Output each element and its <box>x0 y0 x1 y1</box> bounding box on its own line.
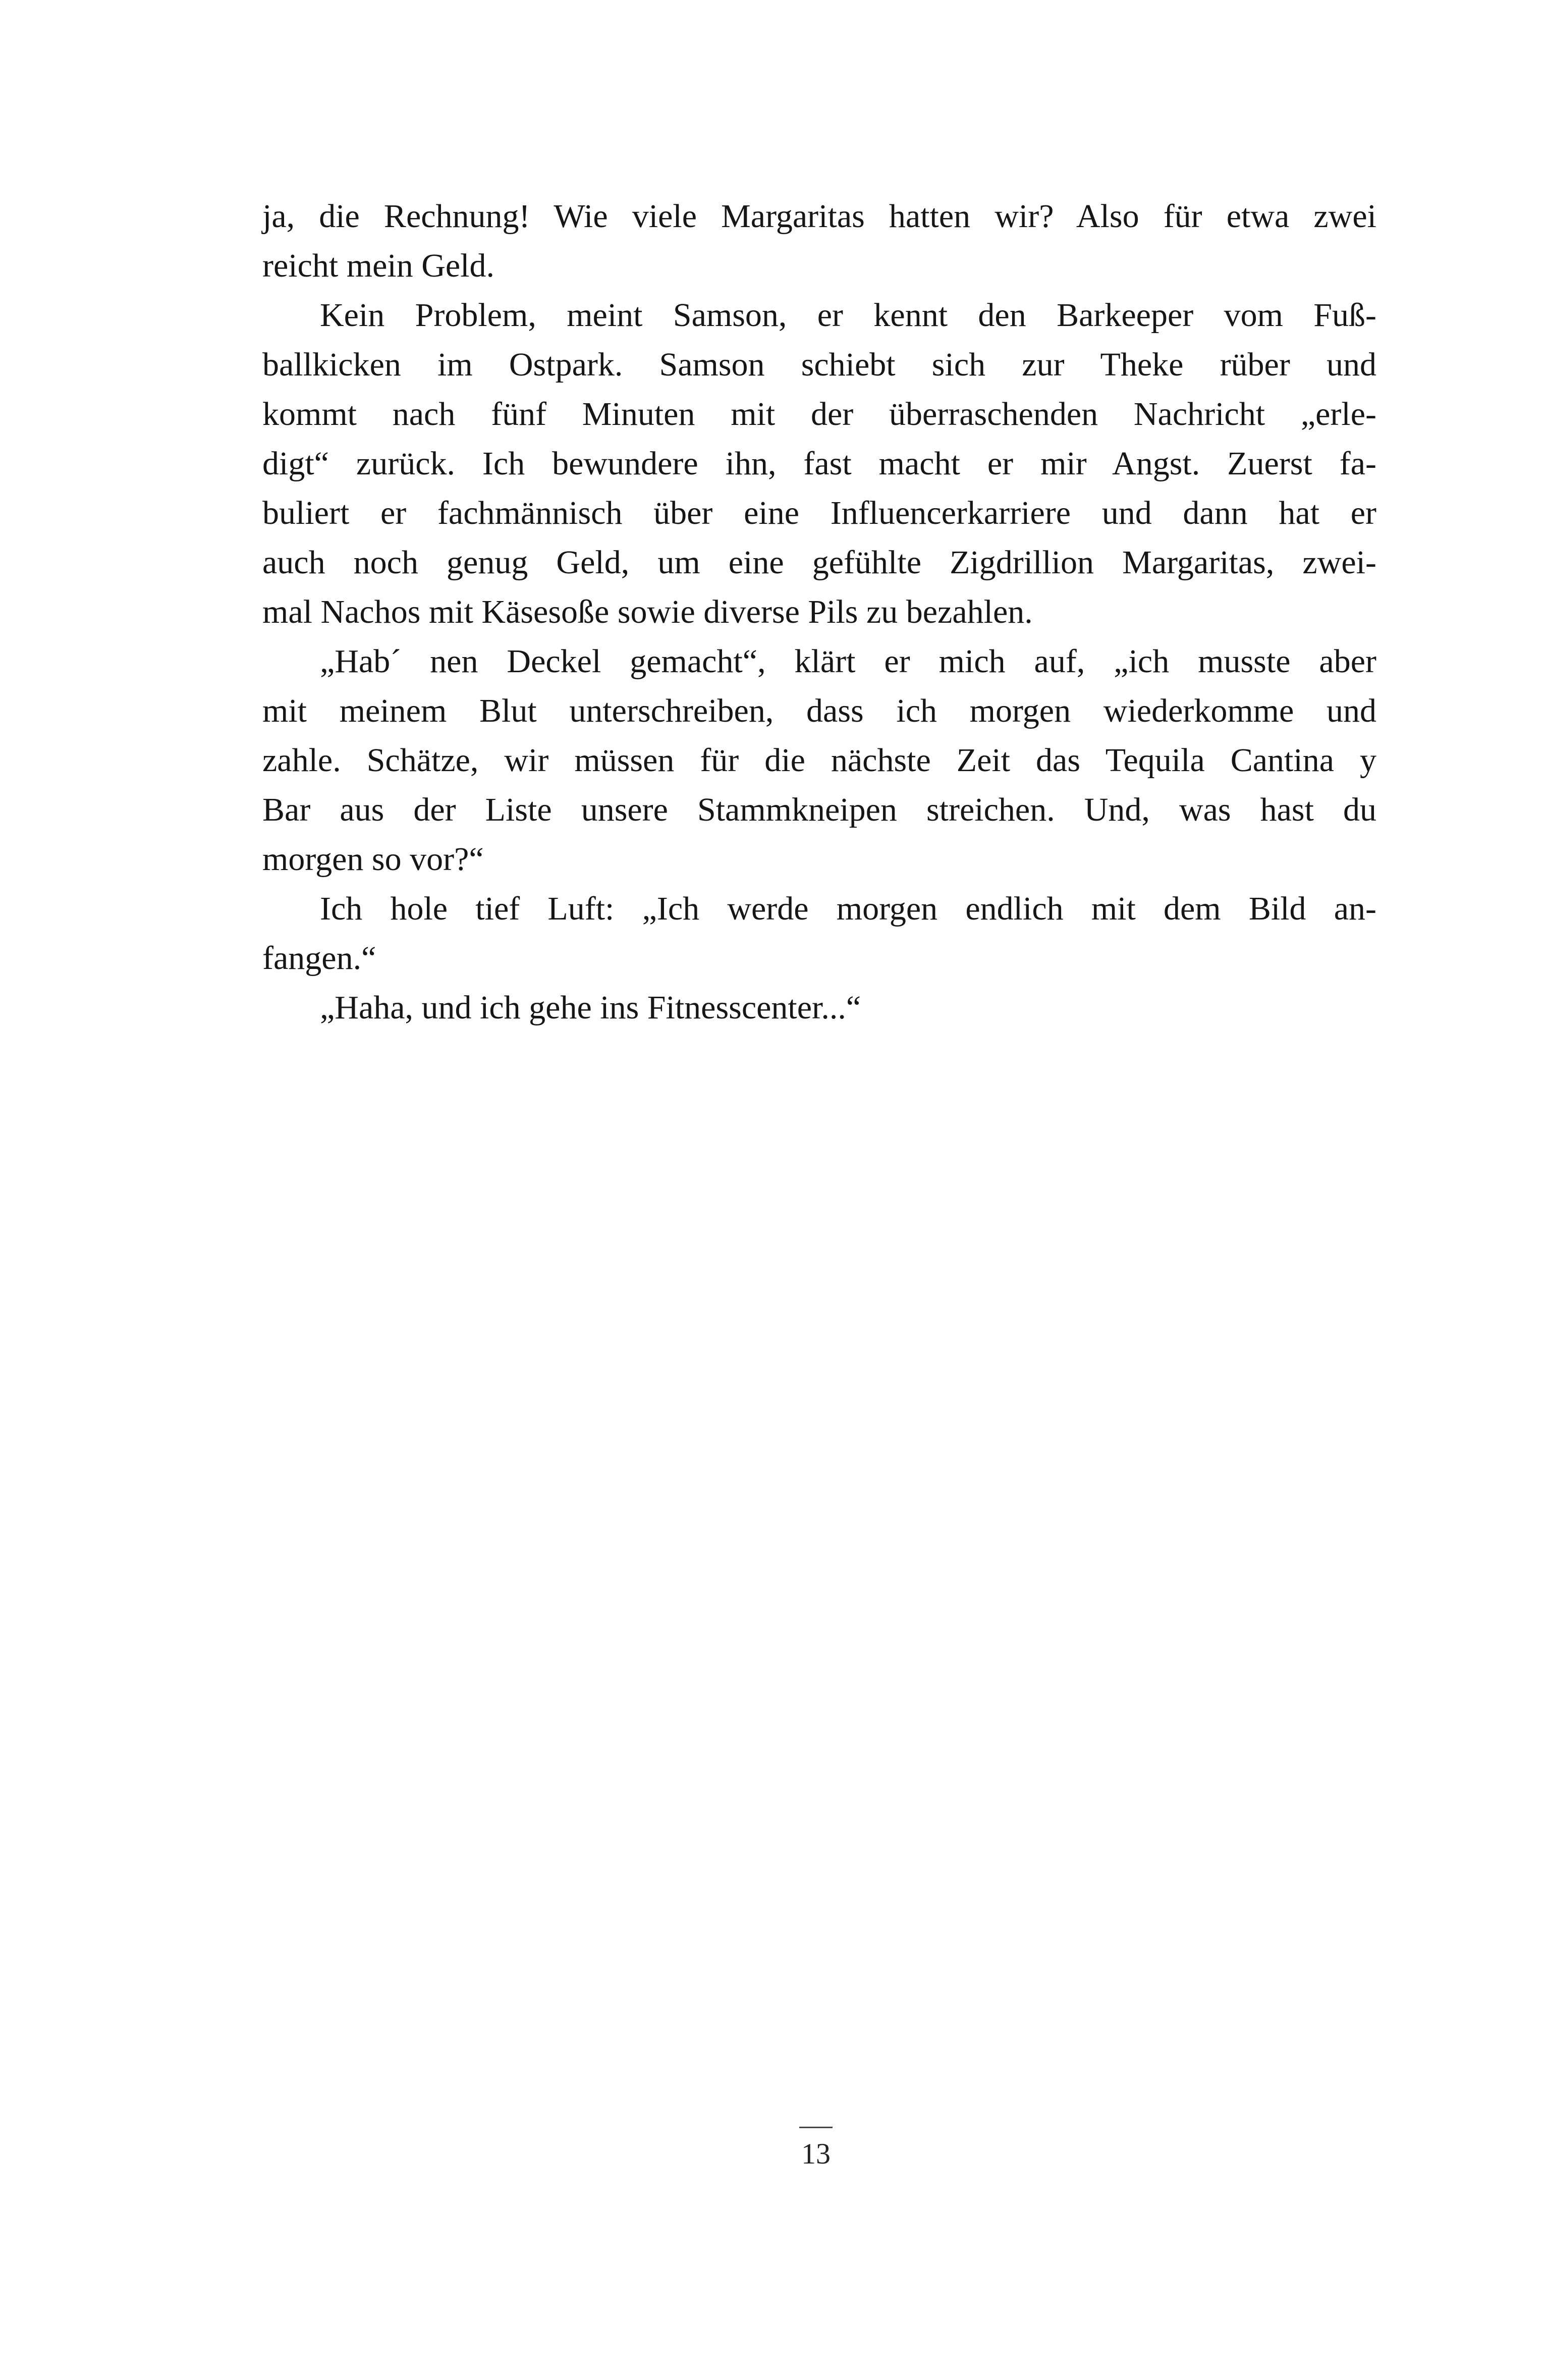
text-line: reicht mein Geld. <box>262 247 495 284</box>
page-number: 13 <box>801 2137 831 2170</box>
text-line: zahle. Schätze, wir müssen für die nächste Zeit das Tequila Cantina y <box>262 742 1376 779</box>
text-line: buliert er fachmännisch über eine Influencerkarriere und dann hat er <box>262 495 1376 531</box>
text-line: mal Nachos mit Käsesoße sowie diverse Pils zu bezahlen. <box>262 593 1033 630</box>
footer-rule <box>799 2127 833 2128</box>
text-line: morgen so vor?“ <box>262 841 484 878</box>
text-line: Bar aus der Liste unsere Stammkneipen streichen. Und, was hast du <box>262 791 1376 828</box>
paragraph-first-line: Ich hole tief Luft: „Ich werde morgen endlich mit dem Bild an- <box>320 890 1376 927</box>
text-line: mit meinem Blut unterschreiben, dass ich morgen wiederkomme und <box>262 692 1376 729</box>
paragraph-first-line: „Haha, und ich gehe ins Fitnesscenter...“ <box>320 989 861 1026</box>
text-line: auch noch genug Geld, um eine gefühlte Zigdrillion Margaritas, zwei- <box>262 544 1376 581</box>
text-line: digt“ zurück. Ich bewundere ihn, fast macht er mir Angst. Zuerst fa- <box>262 445 1376 482</box>
text-line: ballkicken im Ostpark. Samson schiebt sich zur Theke rüber und <box>262 346 1376 383</box>
text-line: ja, die Rechnung! Wie viele Margaritas hatten wir? Also für etwa zwei <box>262 198 1376 235</box>
text-line: fangen.“ <box>262 940 376 977</box>
paragraph-first-line: Kein Problem, meint Samson, er kennt den Barkeeper vom Fuß- <box>320 297 1376 334</box>
body-text <box>262 192 1376 1033</box>
paragraph-first-line: „Hab´ nen Deckel gemacht“, klärt er mich auf, „ich musste aber <box>320 643 1376 680</box>
text-line: kommt nach fünf Minuten mit der überraschenden Nachricht „erle- <box>262 396 1376 432</box>
